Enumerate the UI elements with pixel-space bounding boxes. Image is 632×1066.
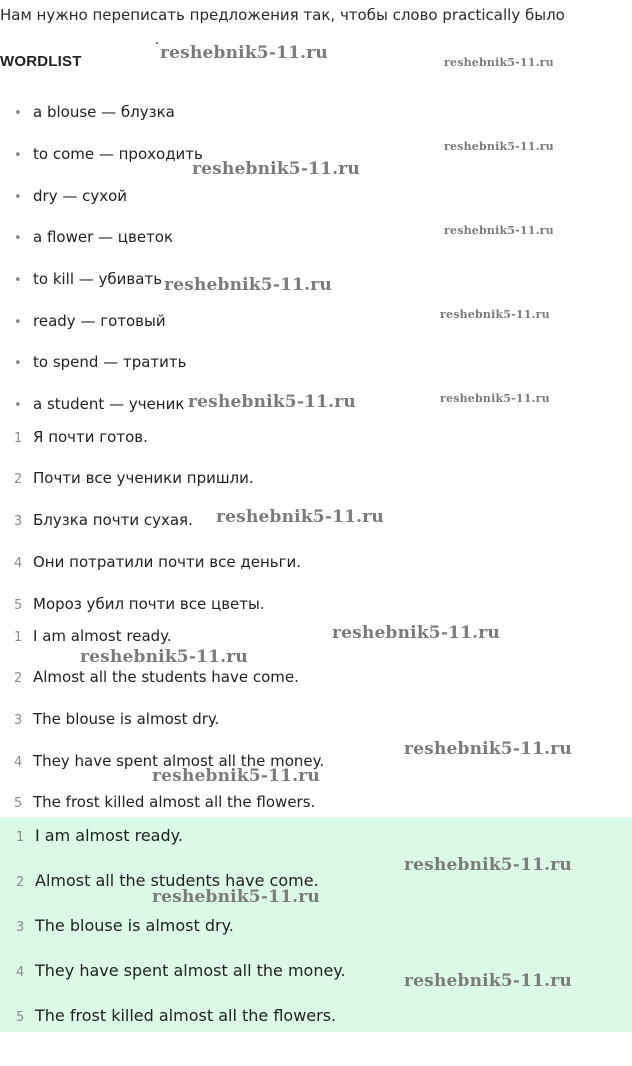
watermark: reshebnik5-11.ru: [404, 971, 572, 991]
wordlist-item-text: a flower — цветок: [33, 228, 174, 246]
answer-item: [16, 916, 234, 935]
watermark: reshebnik5-11.ru: [440, 392, 550, 405]
bullet-icon: •: [14, 231, 22, 246]
item-number: 1: [16, 830, 25, 845]
wordlist-item-text: a blouse — блузка: [33, 103, 175, 121]
watermark: reshebnik5-11.ru: [404, 855, 572, 875]
wordlist-item: [14, 353, 186, 371]
watermark: reshebnik5-11.ru: [152, 887, 320, 907]
watermark: reshebnik5-11.ru: [160, 43, 328, 63]
watermark: reshebnik5-11.ru: [444, 140, 554, 153]
wordlist-item-text: to kill — убивать: [33, 270, 163, 288]
wordlist-item: [14, 145, 203, 163]
wordlist-item: [14, 228, 173, 246]
item-number: 2: [16, 875, 25, 890]
wordlist-item-text: to come — проходить: [33, 145, 203, 163]
item-number: 3: [14, 514, 23, 529]
russian-sentence: [14, 595, 265, 613]
wordlist-item: [14, 103, 175, 121]
watermark: reshebnik5-11.ru: [444, 56, 554, 69]
watermark: reshebnik5-11.ru: [444, 224, 554, 237]
item-number: 3: [14, 713, 23, 728]
item-number: 4: [16, 965, 25, 980]
item-number: 5: [14, 796, 23, 811]
watermark: reshebnik5-11.ru: [332, 623, 500, 643]
wordlist-heading: WORDLIST: [0, 53, 82, 70]
answer-text: Almost all the students have come.: [35, 871, 319, 890]
wordlist-item-text: to spend — тратить: [33, 353, 187, 371]
item-number: 5: [16, 1010, 25, 1025]
watermark: reshebnik5-11.ru: [80, 647, 248, 667]
sentence-text: Блузка почти сухая.: [33, 511, 193, 529]
intro-text: Нам нужно переписать предложения так, чтобы слово practically было: [0, 6, 565, 24]
wordlist-item-text: a student — ученик: [33, 395, 185, 413]
bullet-icon: •: [14, 315, 22, 330]
answer-text: I am almost ready.: [35, 826, 183, 845]
bullet-icon: •: [14, 273, 22, 288]
watermark: reshebnik5-11.ru: [216, 507, 384, 527]
sentence-text: I am almost ready.: [33, 627, 172, 645]
stray-dot: [156, 42, 158, 44]
answer-item: [16, 1006, 336, 1025]
item-number: 2: [14, 671, 23, 686]
bullet-icon: •: [14, 398, 22, 413]
sentence-text: Almost all the students have come.: [33, 668, 299, 686]
answer-text: They have spent almost all the money.: [35, 961, 346, 980]
watermark: reshebnik5-11.ru: [152, 766, 320, 786]
item-number: 2: [14, 472, 23, 487]
watermark: reshebnik5-11.ru: [192, 159, 360, 179]
wordlist-item: [14, 395, 184, 413]
watermark: reshebnik5-11.ru: [440, 308, 550, 321]
answer-text: The blouse is almost dry.: [35, 916, 234, 935]
sentence-text: They have spent almost all the money.: [33, 752, 325, 770]
sentence-text: The frost killed almost all the flowers.: [33, 793, 316, 811]
english-sentence: [14, 710, 219, 728]
bullet-icon: •: [14, 190, 22, 205]
sentence-text: The blouse is almost dry.: [33, 710, 220, 728]
answer-item: [16, 961, 346, 980]
english-sentence: [14, 668, 299, 686]
english-sentence: [14, 627, 172, 645]
item-number: 1: [14, 630, 23, 645]
sentence-text: Почти все ученики пришли.: [33, 469, 254, 487]
sentence-text: Я почти готов.: [33, 428, 148, 446]
wordlist-item: [14, 270, 162, 288]
sentence-text: Мороз убил почти все цветы.: [33, 595, 265, 613]
answer-item: [16, 826, 183, 845]
bullet-icon: •: [14, 148, 22, 163]
item-number: 3: [16, 920, 25, 935]
item-number: 4: [14, 556, 23, 571]
wordlist-item-text: ready — готовый: [33, 312, 166, 330]
item-number: 1: [14, 431, 23, 446]
answer-text: The frost killed almost all the flowers.: [35, 1006, 337, 1025]
english-sentence: [14, 793, 315, 811]
russian-sentence: [14, 469, 254, 487]
item-number: 4: [14, 755, 23, 770]
russian-sentence: [14, 511, 193, 529]
item-number: 5: [14, 598, 23, 613]
wordlist-item: [14, 312, 166, 330]
watermark: reshebnik5-11.ru: [188, 392, 356, 412]
bullet-icon: •: [14, 106, 22, 121]
wordlist-item-text: dry — сухой: [33, 187, 128, 205]
russian-sentence: [14, 428, 148, 446]
sentence-text: Они потратили почти все деньги.: [33, 553, 301, 571]
russian-sentence: [14, 553, 301, 571]
bullet-icon: •: [14, 356, 22, 371]
watermark: reshebnik5-11.ru: [404, 739, 572, 759]
wordlist-item: [14, 187, 127, 205]
watermark: reshebnik5-11.ru: [164, 275, 332, 295]
